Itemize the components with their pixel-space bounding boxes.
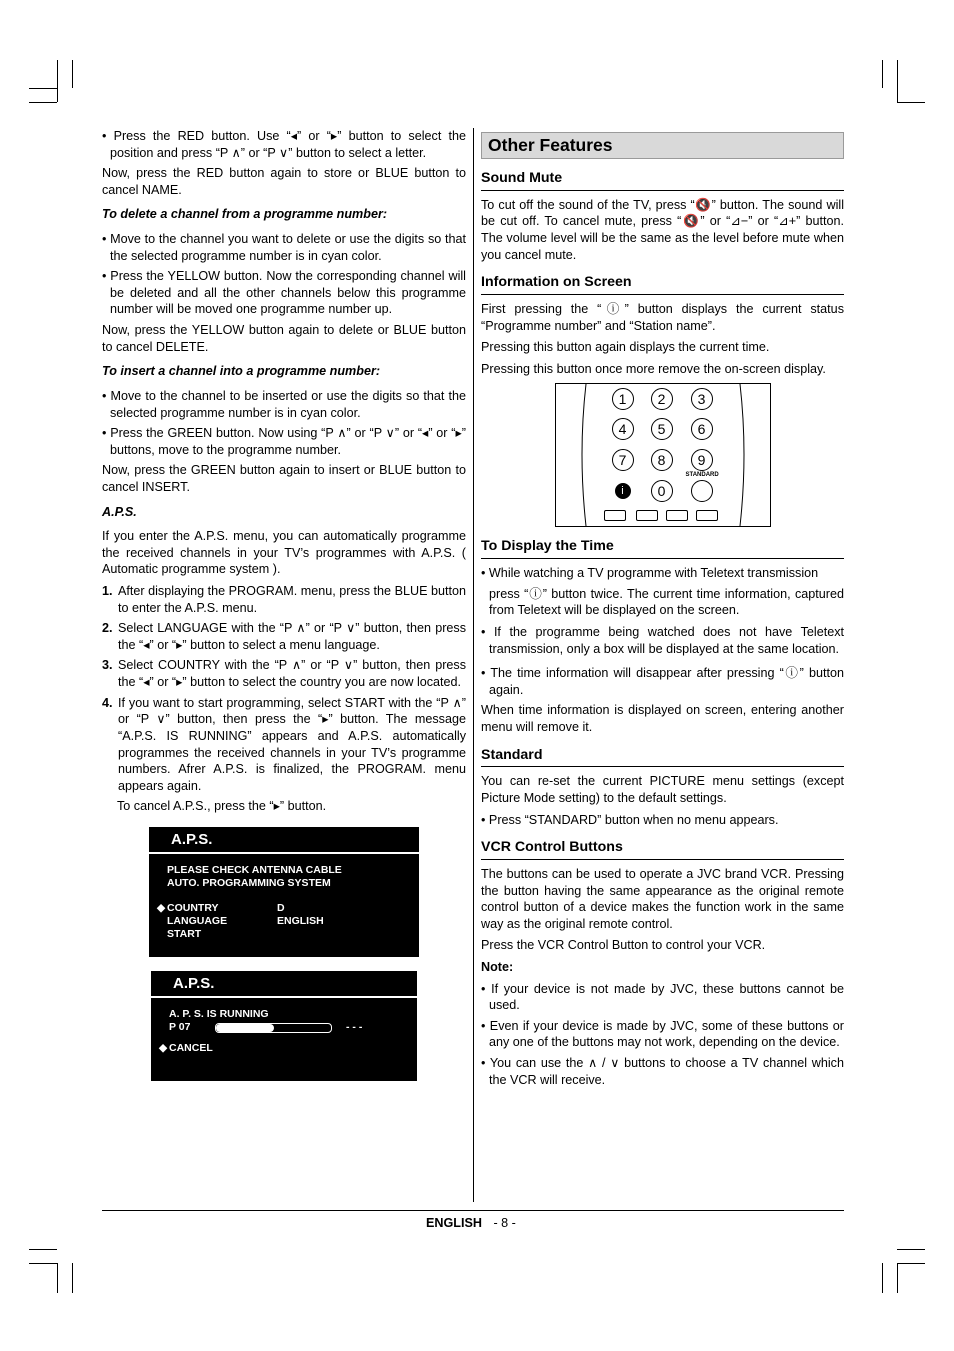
step-number: 3.	[102, 658, 113, 673]
aps-steps	[102, 583, 466, 794]
red-key	[604, 510, 626, 521]
key-7: 7	[612, 449, 634, 471]
aps-progress-fill	[216, 1024, 274, 1032]
crop-mark	[897, 1249, 925, 1250]
key-5: 5	[651, 418, 673, 440]
osd-cancel: CANCEL	[169, 1042, 213, 1055]
crop-mark	[72, 1263, 73, 1293]
right-column	[481, 128, 844, 1092]
step-text: Select COUNTRY with the “P ∧” or “P ∨” button, then press the “◂” or “▸” button to select the country you are now located.	[118, 658, 466, 690]
vcr-heading: VCR Control Buttons	[481, 838, 844, 860]
aps-step	[102, 657, 466, 690]
osd-dots: - - -	[346, 1021, 363, 1034]
time-bullet-1: • While watching a TV programme with Teletext transmission	[481, 565, 844, 582]
key-4: 4	[612, 418, 634, 440]
updown-arrow-icon: ◆	[159, 1042, 168, 1055]
delete-confirm-text: Now, press the YELLOW button again to delete or BLUE button to cancel DELETE.	[102, 323, 466, 354]
key-9: 9	[691, 449, 713, 471]
yellow-key	[666, 510, 688, 521]
green-key	[636, 510, 658, 521]
aps-step	[102, 695, 466, 795]
info-key-icon: i	[615, 483, 631, 499]
blue-key	[696, 510, 718, 521]
key-6: 6	[691, 418, 713, 440]
time-bullet-1-cont: press “ⓘ” button twice. The current time information, captured from Teletext will be displayed on the screen.	[489, 586, 844, 618]
aps-step	[102, 583, 466, 616]
osd-row-start	[167, 928, 419, 941]
standard-text: You can re-set the current PICTURE menu settings (except Picture Mode setting) to the default settings.	[481, 774, 844, 805]
vcr-text-2: Press the VCR Control Button to control your VCR.	[481, 938, 766, 953]
crop-mark	[29, 1263, 57, 1264]
delete-heading: To delete a channel from a programme number:	[102, 207, 388, 222]
aps-intro: If you enter the A.P.S. menu, you can automatically programme the received channels in your TV’s programmes with A.P.S. ( Automatic programme system ).	[102, 529, 466, 577]
footer-rule	[102, 1210, 844, 1211]
osd-line: PLEASE CHECK ANTENNA CABLE	[167, 863, 342, 876]
osd-title: A.P.S.	[149, 827, 419, 854]
step-number: 1.	[102, 584, 113, 599]
key-8: 8	[651, 449, 673, 471]
step-number: 2.	[102, 621, 113, 636]
crop-mark	[29, 88, 57, 89]
osd-prog: P 07	[169, 1021, 191, 1034]
osd-key: LANGUAGE	[167, 915, 228, 928]
remote-keypad-illustration	[555, 383, 771, 527]
time-text: When time information is displayed on screen, entering another menu will remove it.	[481, 703, 844, 735]
key-1: 1	[612, 388, 634, 410]
aps-step	[102, 620, 466, 653]
time-bullet-2: • If the programme being watched does not have Teletext transmission, only a box will be displayed at the same location.	[481, 624, 844, 657]
insert-step-2: • Press the GREEN button. Now using “P ∧” or “P ∨” or “◂” or “▸” buttons, move to the programme number.	[102, 425, 466, 458]
osd-key: COUNTRY	[167, 902, 219, 915]
standard-heading: Standard	[481, 746, 844, 768]
section-banner: Other Features	[481, 132, 844, 159]
crop-mark	[57, 60, 58, 102]
osd-row-country	[157, 902, 419, 915]
osd-row-language	[167, 915, 419, 928]
crop-mark	[72, 60, 73, 88]
osd-line: AUTO. PROGRAMMING SYSTEM	[167, 877, 331, 890]
osd-value: ENGLISH	[277, 915, 324, 928]
step-text: After displaying the PROGRAM. menu, press the BLUE button to enter the A.P.S. menu.	[118, 584, 466, 615]
updown-arrow-icon: ◆	[157, 902, 166, 915]
note-bullet-1: • If your device is not made by JVC, these buttons cannot be used.	[481, 981, 844, 1014]
osd-key: START	[167, 928, 202, 941]
step-number: 4.	[102, 695, 113, 710]
info-text-2: Pressing this button again displays the current time.	[481, 340, 770, 355]
aps-progress-bar	[215, 1023, 332, 1033]
osd-line: A. P. S. IS RUNNING	[169, 1007, 269, 1020]
column-divider	[473, 128, 474, 1202]
standard-label: STANDARD	[685, 472, 719, 479]
aps-cancel-text: To cancel A.P.S., press the “▸” button.	[117, 799, 327, 814]
sound-mute-heading: Sound Mute	[481, 169, 844, 191]
time-heading: To Display the Time	[481, 537, 844, 559]
time-bullet-3: • The time information will disappear after pressing “ⓘ” button again.	[481, 665, 844, 698]
osd-title: A.P.S.	[151, 971, 417, 998]
info-text-1: First pressing the “ⓘ” button displays the current status “Programme number” and “Station name”.	[481, 302, 844, 333]
crop-mark	[29, 1249, 57, 1250]
key-3: 3	[691, 388, 713, 410]
crop-mark	[57, 1263, 58, 1293]
insert-heading: To insert a channel into a programme number:	[102, 364, 381, 379]
bullet-select-letter: • Press the RED button. Use “◂” or “▸” button to select the position and press “P ∧” or “P ∨” button to select a letter.	[102, 128, 466, 161]
store-name-text: Now, press the RED button again to store or BLUE button to cancel NAME.	[102, 166, 466, 197]
note-label: Note:	[481, 960, 514, 974]
insert-step-1: • Move to the channel to be inserted or use the digits so that the selected programme number is in cyan color.	[102, 388, 466, 421]
key-2: 2	[651, 388, 673, 410]
standard-key	[691, 480, 713, 502]
page-number: - 8 -	[493, 1216, 516, 1230]
crop-mark	[29, 102, 57, 103]
page-footer	[426, 1215, 516, 1232]
crop-mark	[897, 102, 925, 103]
insert-confirm-text: Now, press the GREEN button again to insert or BLUE button to cancel INSERT.	[102, 463, 466, 494]
key-0: 0	[651, 480, 673, 502]
crop-mark	[882, 1263, 883, 1293]
footer-language: ENGLISH	[426, 1216, 482, 1230]
step-text: Select LANGUAGE with the “P ∧” or “P ∨” button, then press the “◂” or “▸” button to select a menu language.	[118, 621, 466, 652]
aps-heading: A.P.S.	[102, 504, 137, 519]
aps-menu-screen	[149, 827, 419, 957]
info-text-3: Pressing this button once more remove the on-screen display.	[481, 361, 826, 376]
crop-mark	[897, 1263, 925, 1264]
crop-mark	[882, 60, 883, 88]
left-column	[102, 128, 466, 1081]
standard-bullet: • Press “STANDARD” button when no menu appears.	[481, 812, 844, 829]
delete-step-1: • Move to the channel you want to delete or use the digits so that the selected programme number is in cyan color.	[102, 231, 466, 264]
sound-mute-text: To cut off the sound of the TV, press “🔇” button. The sound will be cut off. To cancel mute, press “🔇” or “⊿−” or “⊿+” button. The volume level will be the same as the level before mute when you cancel mute.	[481, 197, 844, 262]
crop-mark	[897, 60, 898, 102]
crop-mark	[897, 1263, 898, 1293]
info-heading: Information on Screen	[481, 273, 844, 295]
note-bullet-3: • You can use the ∧ / ∨ buttons to choose a TV channel which the VCR will receive.	[481, 1055, 844, 1088]
vcr-text-1: The buttons can be used to operate a JVC brand VCR. Pressing the button having the same appearance as the original remote control button of a device makes the function work in the same way as the original remote control.	[481, 866, 844, 931]
step-text: If you want to start programming, select START with the “P ∧” or “P ∨” button, then press the “▸” button. The message “A.P.S. IS RUNNING” appears and A.P.S. automatically programmes the received channels in your TV’s programme numbers. Afrer A.P.S. is finalized, the PROGRAM. menu appears again.	[118, 695, 466, 793]
osd-value: D	[277, 902, 285, 915]
delete-step-2: • Press the YELLOW button. Now the corresponding channel will be deleted and all the other channels below this programme number will be moved one programme number up.	[102, 268, 466, 318]
aps-running-screen	[151, 971, 417, 1081]
note-bullet-2: • Even if your device is made by JVC, some of these buttons or any one of the buttons may not work, depending on the device.	[481, 1018, 844, 1051]
